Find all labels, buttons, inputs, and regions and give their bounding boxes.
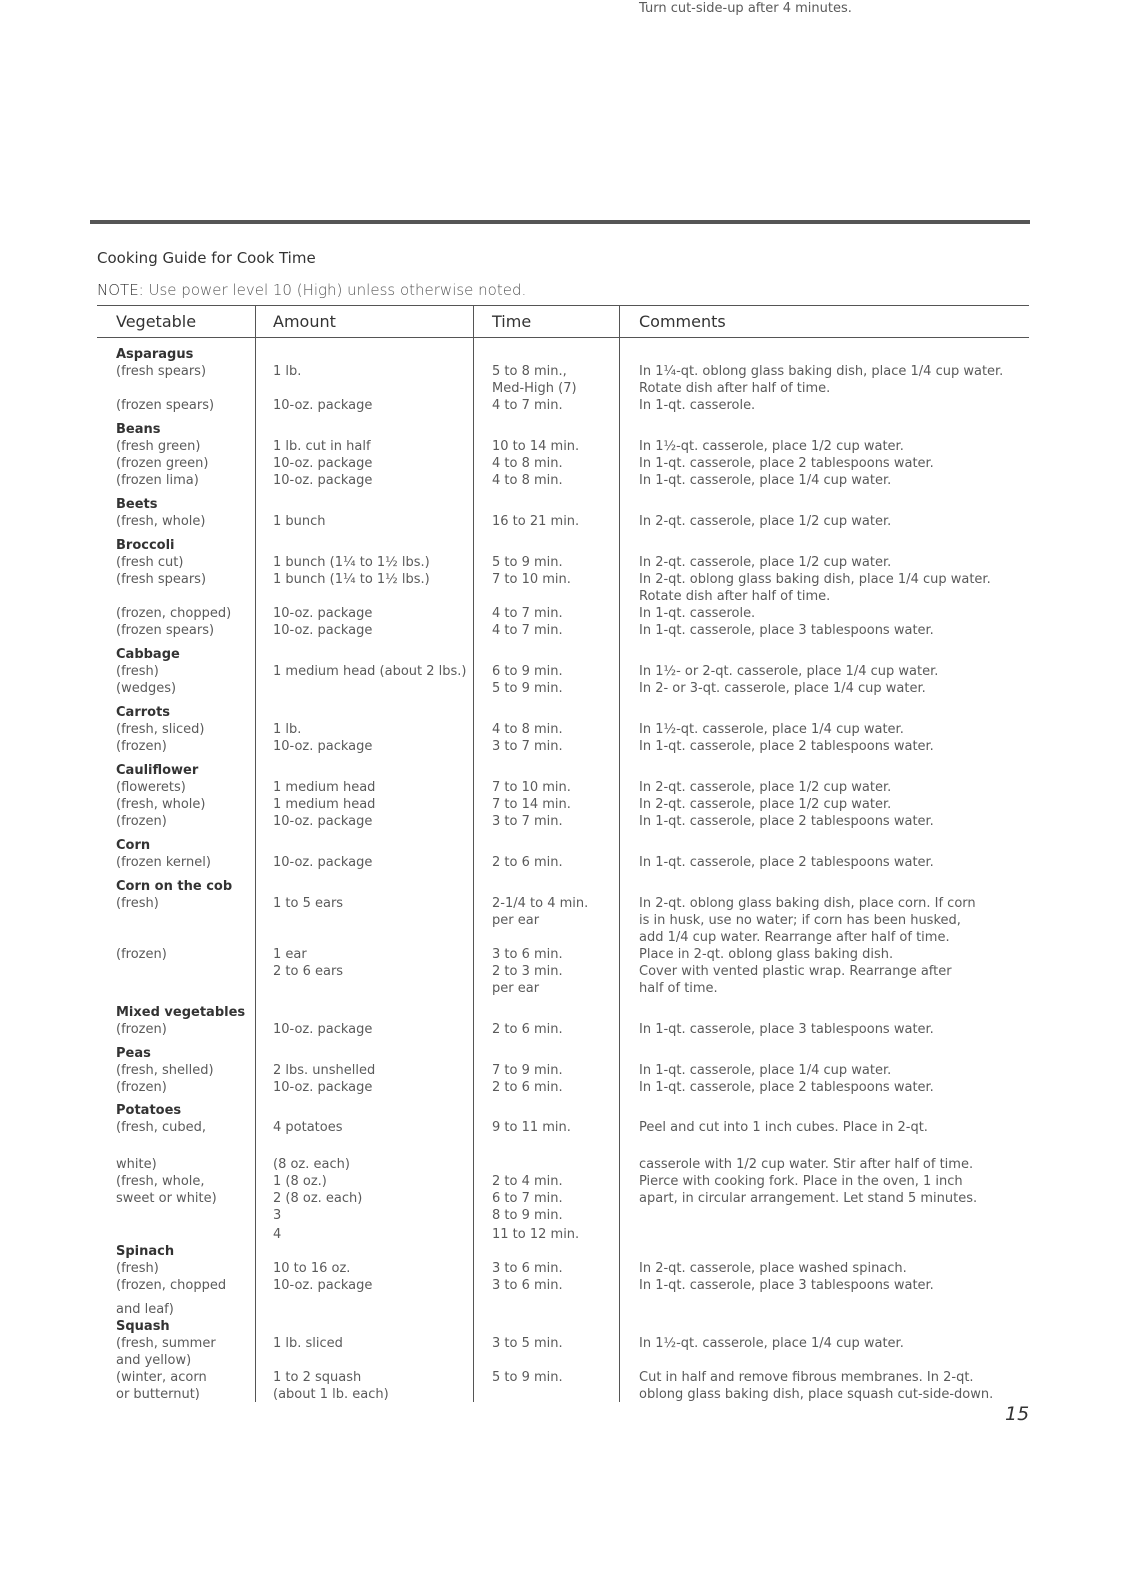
note — [97, 281, 526, 299]
comment-cell: add 1/4 cup water. Rearrange after half of time. — [639, 930, 950, 945]
column-divider — [619, 306, 620, 1402]
vegetable-form: (winter, acorn — [116, 1370, 207, 1385]
vegetable-name: Peas — [116, 1046, 151, 1061]
vegetable-name: Mixed vegetables — [116, 1005, 246, 1020]
time-cell: 16 to 21 min. — [492, 514, 580, 529]
header-amount: Amount — [273, 312, 336, 331]
time-cell: 4 to 8 min. — [492, 456, 563, 471]
vegetable-form: (fresh spears) — [116, 364, 207, 379]
time-cell: 4 to 7 min. — [492, 398, 563, 413]
comment-cell: casserole with 1/2 cup water. Stir after half of time. — [639, 1157, 974, 1172]
amount-cell: 1 (8 oz.) — [273, 1174, 327, 1189]
amount-cell: 1 lb. — [273, 364, 302, 379]
header-vegetable: Vegetable — [116, 312, 197, 331]
comment-cell: In 2-qt. casserole, place 1/2 cup water. — [639, 555, 892, 570]
time-cell: per ear — [492, 913, 540, 928]
time-cell: per ear — [492, 981, 540, 996]
time-cell: 4 to 8 min. — [492, 722, 563, 737]
time-cell: 2 to 6 min. — [492, 1080, 563, 1095]
amount-cell: 1 bunch (1¼ to 1½ lbs.) — [273, 555, 430, 570]
comment-cell: In 1½- or 2-qt. casserole, place 1/4 cup water. — [639, 664, 939, 679]
amount-cell: 1 bunch — [273, 514, 326, 529]
vegetable-form: (fresh, sliced) — [116, 722, 205, 737]
comment-cell: In 1-qt. casserole, place 3 tablespoons water. — [639, 1278, 934, 1293]
amount-cell: 10 to 16 oz. — [273, 1261, 351, 1276]
amount-cell: 1 to 2 squash — [273, 1370, 362, 1385]
comment-cell: is in husk, use no water; if corn has been husked, — [639, 913, 961, 928]
time-cell: 7 to 10 min. — [492, 572, 571, 587]
amount-cell: 10-oz. package — [273, 814, 373, 829]
comment-cell: In 2-qt. oblong glass baking dish, place corn. If corn — [639, 896, 976, 911]
vegetable-name: Cauliflower — [116, 763, 199, 778]
comment-cell: In 1-qt. casserole, place 2 tablespoons water. — [639, 456, 934, 471]
amount-cell: 2 (8 oz. each) — [273, 1191, 363, 1206]
vegetable-form: (frozen) — [116, 739, 167, 754]
table-header-rule — [97, 337, 1029, 338]
amount-cell: 10-oz. package — [273, 606, 373, 621]
comment-cell: In 1-qt. casserole. — [639, 398, 756, 413]
amount-cell: 10-oz. package — [273, 398, 373, 413]
amount-cell: 10-oz. package — [273, 623, 373, 638]
column-divider — [255, 306, 256, 1402]
comment-cell: In 2-qt. casserole, place 1/2 cup water. — [639, 514, 892, 529]
time-cell: 4 to 7 min. — [492, 606, 563, 621]
vegetable-form: (flowerets) — [116, 780, 186, 795]
comment-cell: In 1-qt. casserole. — [639, 606, 756, 621]
vegetable-form: (fresh, shelled) — [116, 1063, 214, 1078]
note-text: Use power level 10 (High) unless otherwise noted. — [148, 281, 527, 299]
vegetable-form: (frozen lima) — [116, 473, 199, 488]
time-cell: 3 to 5 min. — [492, 1336, 563, 1351]
comment-cell: apart, in circular arrangement. Let stand 5 minutes. — [639, 1191, 978, 1206]
amount-cell: (8 oz. each) — [273, 1157, 350, 1172]
comment-cell: Cover with vented plastic wrap. Rearrange after — [639, 964, 952, 979]
time-cell: Med-High (7) — [492, 381, 577, 396]
vegetable-form: (frozen) — [116, 814, 167, 829]
amount-cell: 10-oz. package — [273, 1080, 373, 1095]
comment-cell: Place in 2-qt. oblong glass baking dish. — [639, 947, 894, 962]
time-cell: 7 to 9 min. — [492, 1063, 563, 1078]
comment-cell: Rotate dish after half of time. — [639, 381, 831, 396]
comment-cell: In 2-qt. casserole, place 1/2 cup water. — [639, 797, 892, 812]
amount-cell: 1 to 5 ears — [273, 896, 344, 911]
time-cell: 2 to 4 min. — [492, 1174, 563, 1189]
vegetable-form: (frozen, chopped — [116, 1278, 227, 1293]
time-cell: 5 to 9 min. — [492, 555, 563, 570]
vegetable-form: and yellow) — [116, 1353, 192, 1368]
vegetable-form: (fresh, whole) — [116, 514, 206, 529]
time-cell: 3 to 7 min. — [492, 739, 563, 754]
amount-cell: (about 1 lb. each) — [273, 1387, 389, 1402]
comment-cell: In 1¼-qt. oblong glass baking dish, place 1/4 cup water. — [639, 364, 1004, 379]
vegetable-form: (fresh, summer — [116, 1336, 216, 1351]
vegetable-name: Broccoli — [116, 538, 175, 553]
vegetable-form: (fresh) — [116, 896, 159, 911]
amount-cell: 10-oz. package — [273, 473, 373, 488]
time-cell: 2-1/4 to 4 min. — [492, 896, 589, 911]
vegetable-form: (fresh green) — [116, 439, 201, 454]
time-cell: 11 to 12 min. — [492, 1227, 580, 1242]
vegetable-form: (frozen spears) — [116, 623, 215, 638]
vegetable-name: Asparagus — [116, 347, 194, 362]
comment-cell: In 1-qt. casserole, place 3 tablespoons water. — [639, 1022, 934, 1037]
vegetable-form: and leaf) — [116, 1302, 174, 1317]
amount-cell: 1 lb. cut in half — [273, 439, 371, 454]
comment-cell: half of time. — [639, 981, 718, 996]
vegetable-name: Carrots — [116, 705, 171, 720]
time-cell: 2 to 6 min. — [492, 1022, 563, 1037]
amount-cell: 1 medium head (about 2 lbs.) — [273, 664, 467, 679]
vegetable-name: Corn on the cob — [116, 879, 233, 894]
vegetable-form: (frozen) — [116, 1022, 167, 1037]
comment-cell: Turn cut-side-up after 4 minutes. — [639, 1, 852, 16]
time-cell: 5 to 8 min., — [492, 364, 567, 379]
vegetable-form: or butternut) — [116, 1387, 200, 1402]
column-divider — [473, 306, 474, 1402]
vegetable-name: Squash — [116, 1319, 170, 1334]
comment-cell: Pierce with cooking fork. Place in the oven, 1 inch — [639, 1174, 963, 1189]
table-top-rule — [97, 305, 1029, 306]
amount-cell: 1 bunch (1¼ to 1½ lbs.) — [273, 572, 430, 587]
header-comments: Comments — [639, 312, 726, 331]
comment-cell: In 2-qt. casserole, place 1/2 cup water. — [639, 780, 892, 795]
vegetable-form: (frozen spears) — [116, 398, 215, 413]
top-rule — [90, 220, 1030, 224]
time-cell: 9 to 11 min. — [492, 1120, 571, 1135]
vegetable-form: (wedges) — [116, 681, 177, 696]
vegetable-name: Potatoes — [116, 1103, 182, 1118]
amount-cell: 10-oz. package — [273, 1022, 373, 1037]
amount-cell: 1 lb. sliced — [273, 1336, 343, 1351]
note-label: NOTE: — [97, 281, 144, 299]
amount-cell: 2 lbs. unshelled — [273, 1063, 376, 1078]
header-time: Time — [492, 312, 532, 331]
vegetable-form: (fresh, whole) — [116, 797, 206, 812]
time-cell: 7 to 14 min. — [492, 797, 571, 812]
vegetable-form: (fresh) — [116, 1261, 159, 1276]
amount-cell: 1 ear — [273, 947, 307, 962]
vegetable-name: Beets — [116, 497, 158, 512]
time-cell: 2 to 6 min. — [492, 855, 563, 870]
time-cell: 10 to 14 min. — [492, 439, 580, 454]
amount-cell: 1 lb. — [273, 722, 302, 737]
time-cell: 6 to 9 min. — [492, 664, 563, 679]
time-cell: 3 to 7 min. — [492, 814, 563, 829]
comment-cell: In 1½-qt. casserole, place 1/4 cup water. — [639, 722, 904, 737]
vegetable-form: (frozen) — [116, 947, 167, 962]
comment-cell: In 2- or 3-qt. casserole, place 1/4 cup water. — [639, 681, 926, 696]
vegetable-form: (fresh spears) — [116, 572, 207, 587]
amount-cell: 4 potatoes — [273, 1120, 343, 1135]
vegetable-form: (fresh, whole, — [116, 1174, 205, 1189]
comment-cell: In 1½-qt. casserole, place 1/4 cup water. — [639, 1336, 904, 1351]
comment-cell: In 1-qt. casserole, place 2 tablespoons water. — [639, 814, 934, 829]
comment-cell: Peel and cut into 1 inch cubes. Place in 2-qt. — [639, 1120, 928, 1135]
comment-cell: Rotate dish after half of time. — [639, 589, 831, 604]
time-cell: 2 to 3 min. — [492, 964, 563, 979]
comment-cell: In 2-qt. casserole, place washed spinach. — [639, 1261, 907, 1276]
comment-cell: In 1-qt. casserole, place 1/4 cup water. — [639, 473, 892, 488]
time-cell: 3 to 6 min. — [492, 1261, 563, 1276]
page-number: 15 — [1005, 1403, 1030, 1425]
amount-cell: 10-oz. package — [273, 456, 373, 471]
vegetable-form: (frozen) — [116, 1080, 167, 1095]
comment-cell: In 1-qt. casserole, place 2 tablespoons water. — [639, 739, 934, 754]
comment-cell: Cut in half and remove fibrous membranes. In 2-qt. — [639, 1370, 974, 1385]
comment-cell: In 1-qt. casserole, place 2 tablespoons water. — [639, 855, 934, 870]
amount-cell: 1 medium head — [273, 797, 376, 812]
comment-cell: In 2-qt. oblong glass baking dish, place 1/4 cup water. — [639, 572, 991, 587]
page-title: Cooking Guide for Cook Time — [97, 249, 316, 267]
amount-cell: 10-oz. package — [273, 739, 373, 754]
comment-cell: In 1½-qt. casserole, place 1/2 cup water. — [639, 439, 904, 454]
time-cell: 3 to 6 min. — [492, 1278, 563, 1293]
vegetable-name: Corn — [116, 838, 151, 853]
vegetable-form: (fresh) — [116, 664, 159, 679]
comment-cell: In 1-qt. casserole, place 1/4 cup water. — [639, 1063, 892, 1078]
time-cell: 4 to 7 min. — [492, 623, 563, 638]
time-cell: 5 to 9 min. — [492, 1370, 563, 1385]
vegetable-form: (frozen kernel) — [116, 855, 211, 870]
amount-cell: 4 — [273, 1227, 282, 1242]
time-cell: 3 to 6 min. — [492, 947, 563, 962]
vegetable-form: (fresh cut) — [116, 555, 184, 570]
time-cell: 8 to 9 min. — [492, 1208, 563, 1223]
comment-cell: In 1-qt. casserole, place 3 tablespoons water. — [639, 623, 934, 638]
vegetable-form: (frozen, chopped) — [116, 606, 232, 621]
time-cell: 7 to 10 min. — [492, 780, 571, 795]
amount-cell: 1 medium head — [273, 780, 376, 795]
vegetable-name: Beans — [116, 422, 161, 437]
comment-cell: oblong glass baking dish, place squash cut-side-down. — [639, 1387, 994, 1402]
vegetable-form: white) — [116, 1157, 157, 1172]
amount-cell: 2 to 6 ears — [273, 964, 344, 979]
vegetable-form: (fresh, cubed, — [116, 1120, 207, 1135]
comment-cell: In 1-qt. casserole, place 2 tablespoons water. — [639, 1080, 934, 1095]
vegetable-form: sweet or white) — [116, 1191, 217, 1206]
vegetable-form: (frozen green) — [116, 456, 209, 471]
time-cell: 6 to 7 min. — [492, 1191, 563, 1206]
time-cell: 5 to 9 min. — [492, 681, 563, 696]
amount-cell: 10-oz. package — [273, 855, 373, 870]
amount-cell: 10-oz. package — [273, 1278, 373, 1293]
vegetable-name: Spinach — [116, 1244, 175, 1259]
amount-cell: 3 — [273, 1208, 282, 1223]
time-cell: 4 to 8 min. — [492, 473, 563, 488]
vegetable-name: Cabbage — [116, 647, 180, 662]
